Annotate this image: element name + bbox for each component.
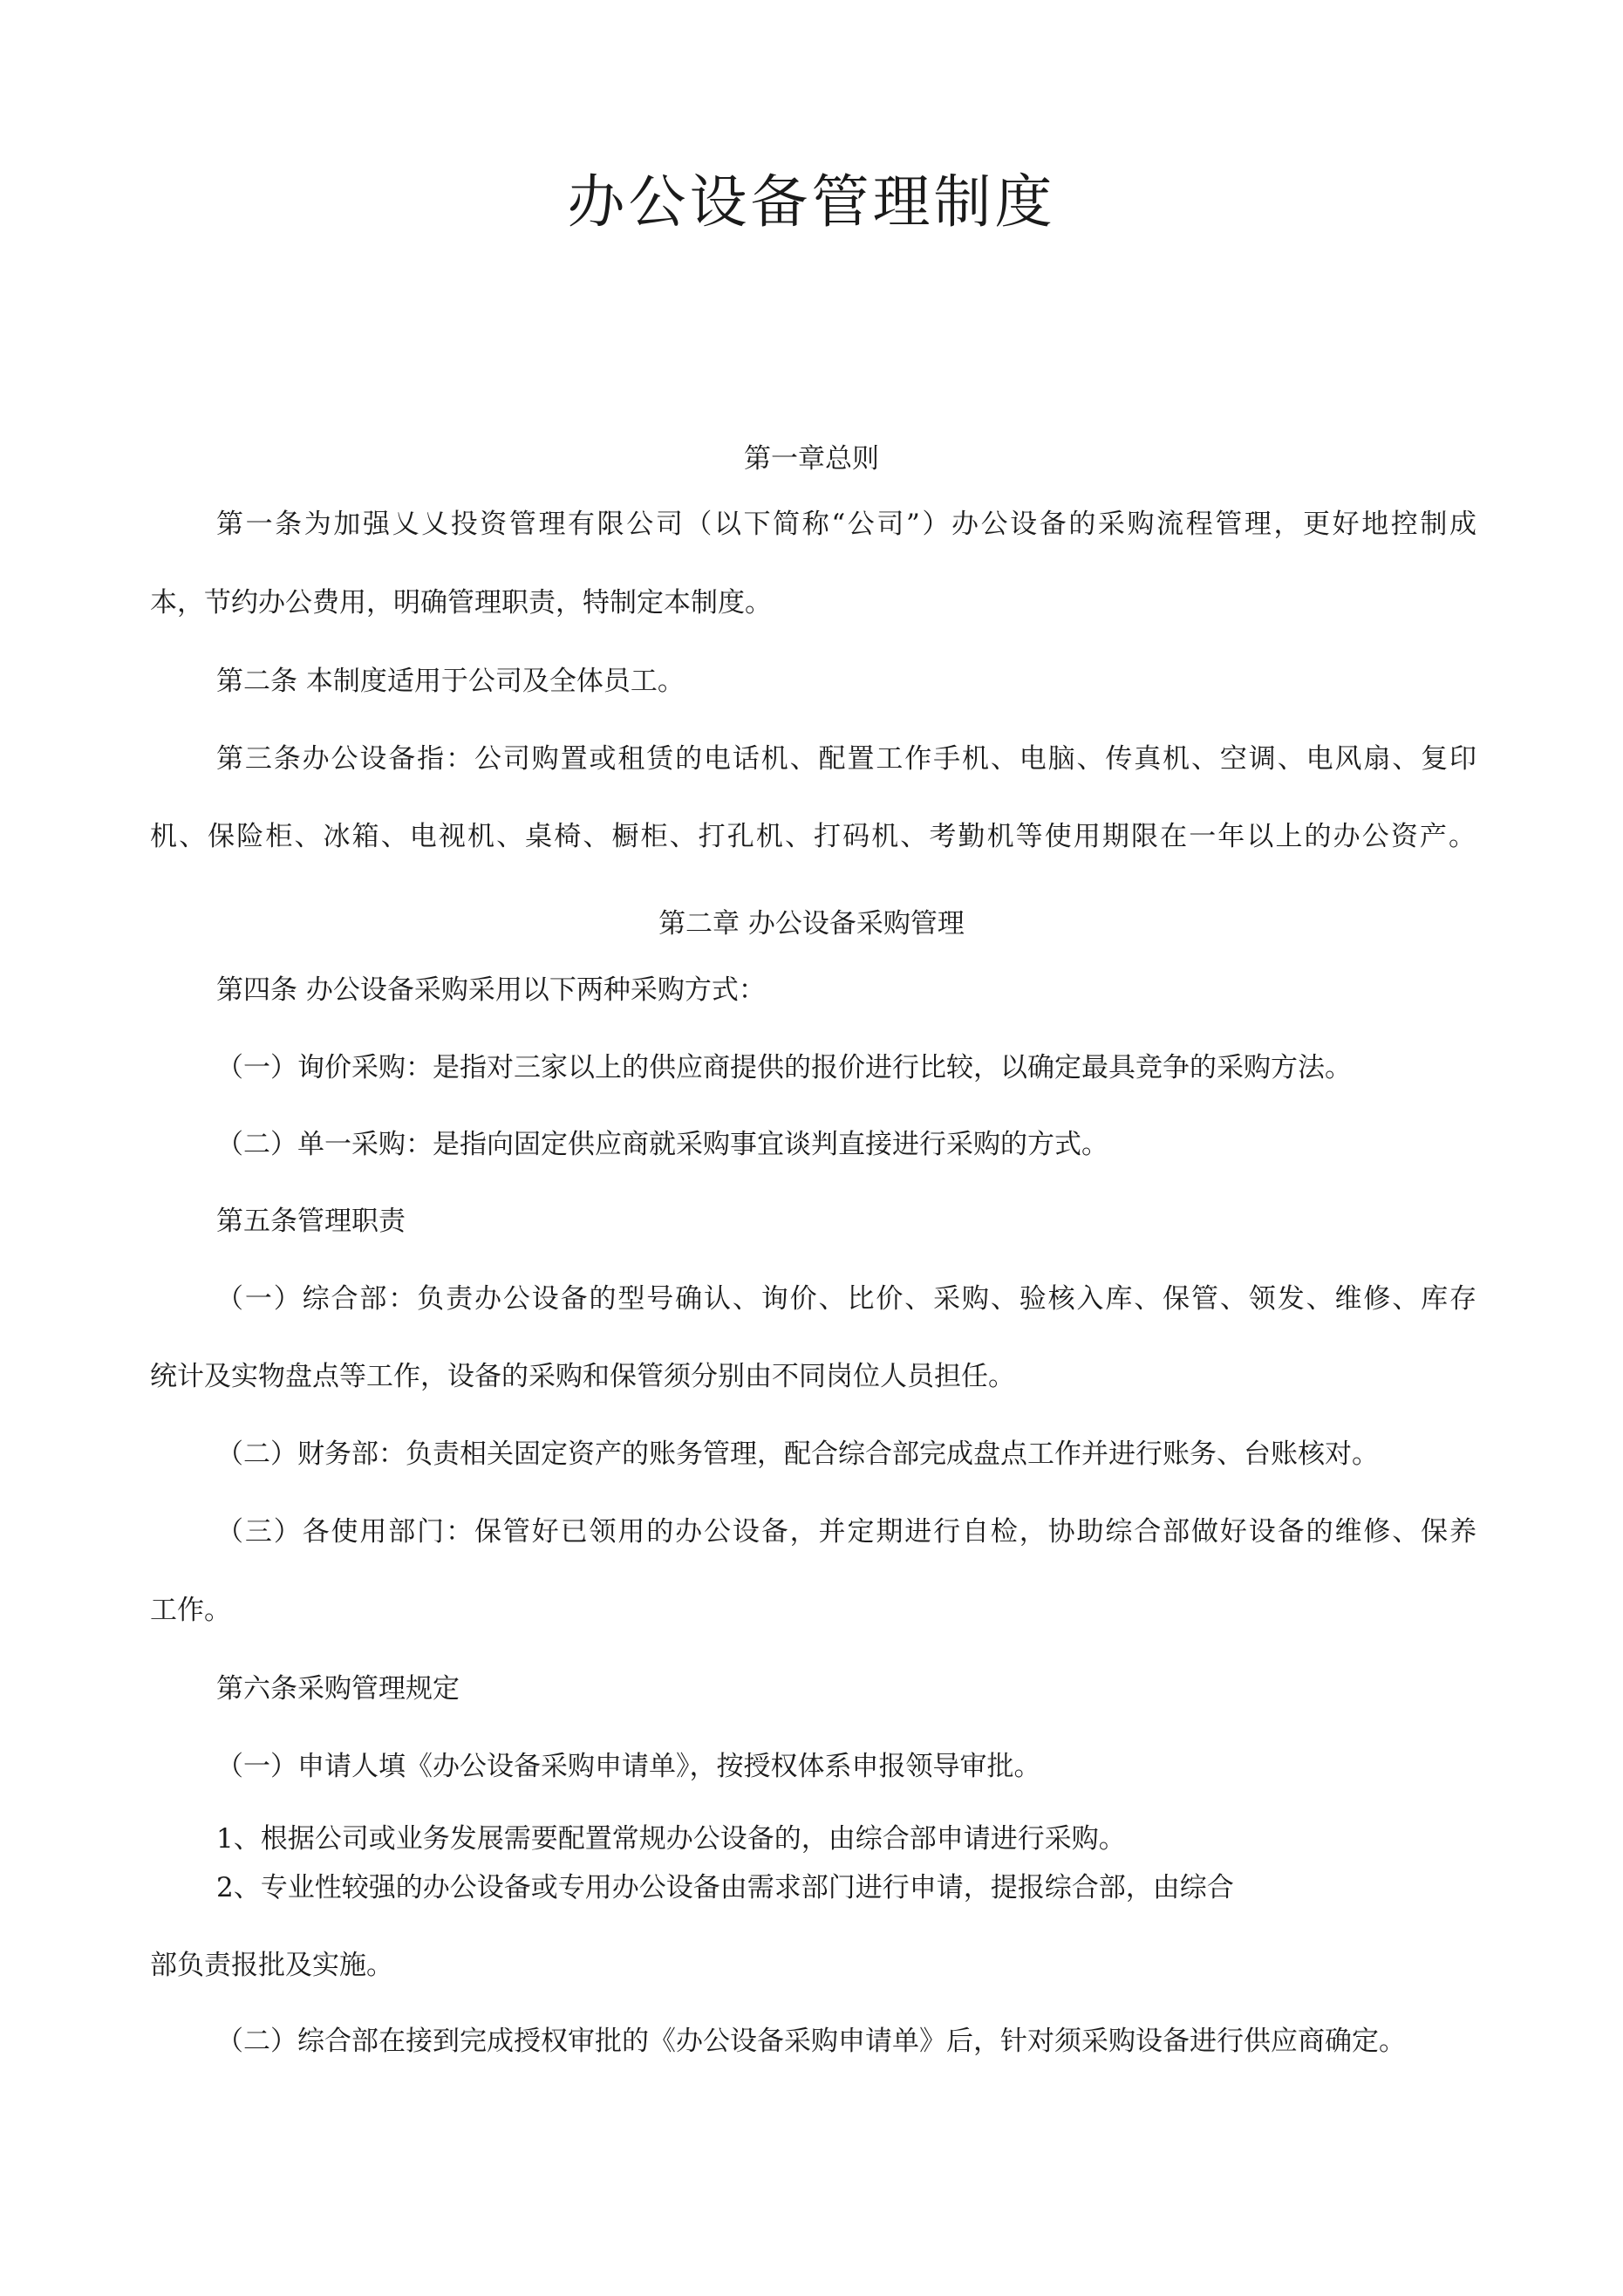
article-5-item-3-line-1: （三）各使用部门：保管好已领用的办公设备，并定期进行自检，协助综合部做好设备的维修、保养 [216, 1516, 1476, 1548]
document-title: 办公设备管理制度 [567, 168, 1056, 236]
article-6-item-2: （二）综合部在接到完成授权审批的《办公设备采购申请单》后，针对须采购设备进行供应商确定。 [216, 2026, 1406, 2057]
chapter-1-heading: 第一章总则 [744, 443, 879, 475]
article-6: 第六条采购管理规定 [216, 1673, 460, 1705]
article-2: 第二条 本制度适用于公司及全体员工。 [216, 666, 685, 697]
article-4-item-2: （二）单一采购：是指向固定供应商就采购事宜谈判直接进行采购的方式。 [216, 1129, 1108, 1160]
article-3-line-1: 第三条办公设备指：公司购置或租赁的电话机、配置工作手机、电脑、传真机、空调、电风扇、复印 [216, 743, 1476, 775]
article-1-line-2: 本，节约办公费用，明确管理职责，特制定本制度。 [150, 587, 772, 618]
article-5-item-2: （二）财务部：负责相关固定资产的账务管理，配合综合部完成盘点工作并进行账务、台账核对。 [216, 1438, 1379, 1470]
article-6-item-1-sub-2-line-2: 部负责报批及实施。 [150, 1950, 393, 1981]
chapter-2-heading: 第二章 办公设备采购管理 [658, 908, 965, 940]
article-4: 第四条 办公设备采购采用以下两种采购方式： [216, 974, 766, 1006]
article-5-item-1-line-1: （一）综合部：负责办公设备的型号确认、询价、比价、采购、验核入库、保管、领发、维修、库存 [216, 1283, 1476, 1315]
article-4-item-1: （一）询价采购：是指对三家以上的供应商提供的报价进行比较，以确定最具竞争的采购方法。 [216, 1052, 1352, 1083]
article-5-item-1-line-2: 统计及实物盘点等工作，设备的采购和保管须分别由不同岗位人员担任。 [150, 1361, 1015, 1392]
article-1-line-1: 第一条为加强乂乂投资管理有限公司（以下简称“公司”）办公设备的采购流程管理，更好地控制成 [216, 509, 1476, 540]
article-5: 第五条管理职责 [216, 1206, 406, 1237]
article-5-item-3-line-2: 工作。 [150, 1595, 231, 1626]
article-6-item-1-sub-2-line-1: 2、专业性较强的办公设备或专用办公设备由需求部门进行申请，提报综合部，由综合 [216, 1872, 1234, 1903]
article-6-item-1: （一）申请人填《办公设备采购申请单》，按授权体系申报领导审批。 [216, 1751, 1041, 1782]
article-6-item-1-sub-1: 1、根据公司或业务发展需要配置常规办公设备的，由综合部申请进行采购。 [216, 1823, 1126, 1855]
article-3-line-2: 机、保险柜、冰箱、电视机、桌椅、橱柜、打孔机、打码机、考勤机等使用期限在一年以上的办公资产。 [150, 821, 1476, 852]
